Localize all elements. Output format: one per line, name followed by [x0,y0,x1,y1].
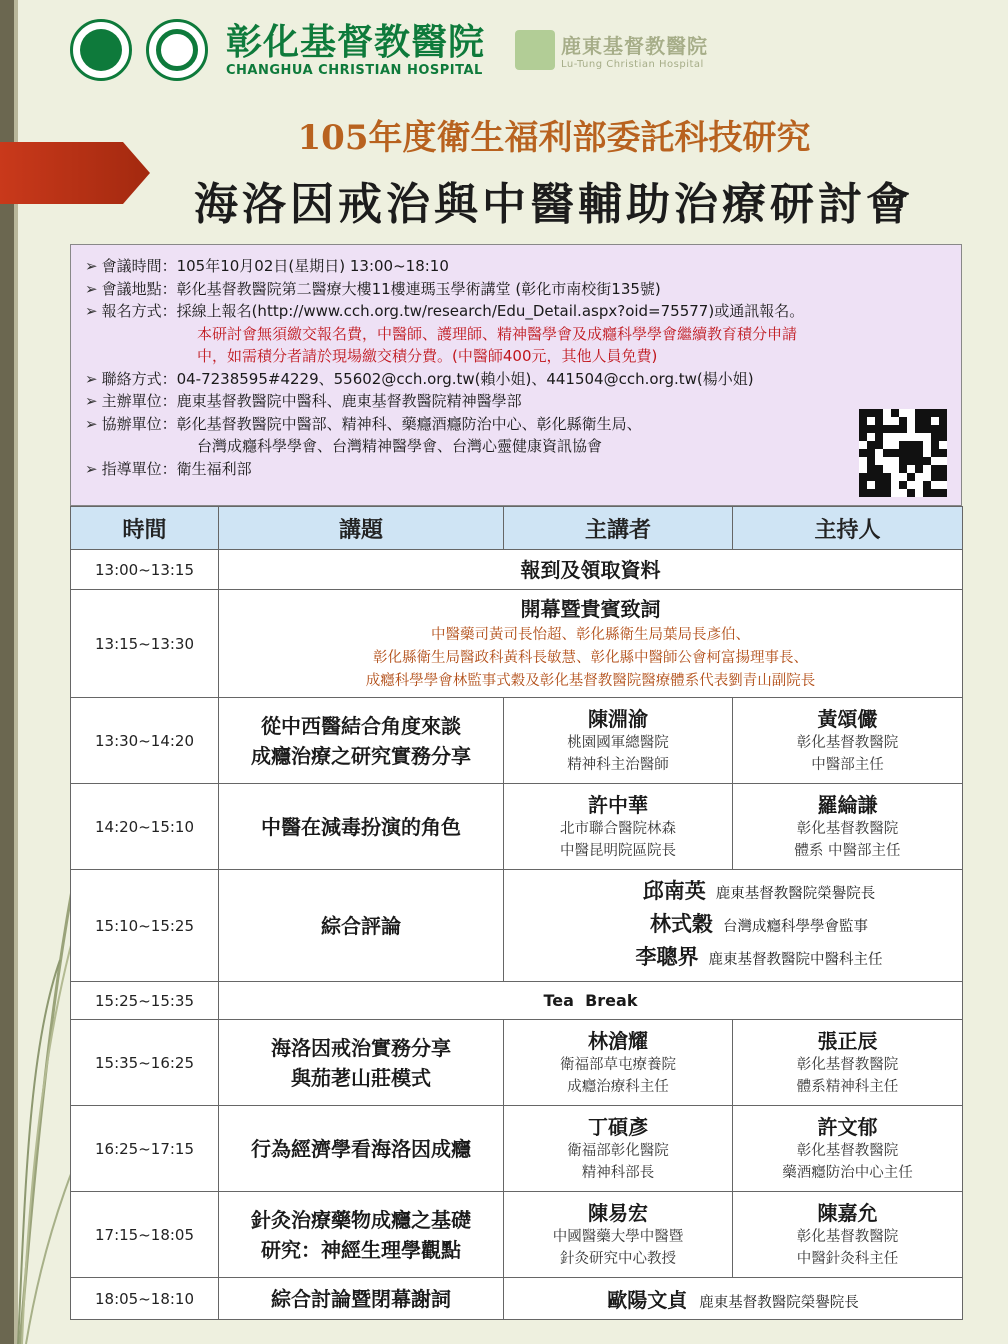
topic-cell [219,698,504,784]
speaker-affiliation: 衛福部彰化醫院 [567,1142,669,1159]
speaker-affiliation: 中國醫藥大學中醫暨 [552,1228,684,1245]
speaker-affiliation: 北市聯合醫院林森 [560,820,676,837]
speaker-title: 針灸研究中心教授 [560,1250,676,1267]
header-time: 時間 [71,507,219,550]
closing-speaker-name: 歐陽文貞 [607,1288,688,1312]
moderator-cell [733,784,963,870]
arrow-icon: ➢ [85,279,98,298]
qr-code-icon[interactable] [859,409,947,497]
arrow-icon: ➢ [85,302,98,320]
info-host: ➢ 主辦單位：鹿東基督教醫院中醫科、鹿東基督教醫院精神醫學部 [85,392,522,410]
header-speaker: 主講者 [504,507,733,550]
topic-cell [219,784,504,870]
topic-cell [219,1192,504,1278]
table-row [71,982,963,1020]
speaker-name: 丁碩彥 [588,1114,648,1139]
row-time: 13:30~14:20 [71,698,219,784]
panelist [556,876,962,909]
logo-row [70,18,708,82]
arrow-icon: ➢ [85,369,98,388]
panelist-name: 林式穀 [650,911,713,936]
info-co-host-cont: 台灣成癮科學學會、台灣精神醫學會、台灣心靈健康資訊協會 [197,437,603,455]
moderator-cell [733,1020,963,1106]
branch-name-en: Lu-Tung Christian Hospital [561,59,704,70]
topic-line: 成癮治療之研究實務分享 [251,743,471,768]
speaker-cell [504,698,733,784]
guest-line: 彰化縣衛生局醫政科黃科長敏慧、彰化縣中醫師公會柯富揚理事長、 [373,650,808,666]
arrow-icon: ➢ [85,414,98,433]
moderator-affiliation: 彰化基督教醫院 [796,1142,899,1159]
topic-cell [219,1020,504,1106]
topic-cell [219,1106,504,1192]
topic-line: 從中西醫結合角度來談 [261,713,461,738]
guest-line: 中醫藥司黃司長怡超、彰化縣衛生局葉局長彥伯、 [431,627,750,643]
panelist-name: 李聰界 [635,944,699,969]
moderator-affiliation: 彰化基督教醫院 [796,734,899,751]
cch-seal-icon [146,19,208,81]
speaker-name: 林滄耀 [588,1028,648,1053]
branch-logo [515,30,708,70]
table-row [71,1106,963,1192]
topic-line: 行為經濟學看海洛因成癮 [251,1136,471,1161]
subtitle: 105年度衛生福利部委託科技研究 [297,118,811,158]
closing-speaker-affiliation: 鹿東基督教醫院榮譽院長 [699,1295,859,1311]
table-row [71,870,963,982]
schedule-table [70,506,963,1320]
arrow-icon: ➢ [85,392,98,410]
discussion-panel [504,870,963,982]
closing-speaker-cell [504,1278,963,1320]
table-row [71,590,963,698]
moderator-cell [733,1192,963,1278]
panelist [556,942,962,975]
moderator-name: 陳嘉允 [817,1200,878,1225]
topic-line: 綜合討論暨閉幕謝詞 [271,1286,451,1311]
info-notice-2: 中，如需積分者請於現場繳交積分費。(中醫師400元，其他人員免費) [197,347,658,365]
header-moderator: 主持人 [733,507,963,550]
info-time: ➢ 會議時間：105年10月02日(星期日) 13:00~18:10 [85,257,449,275]
table-row [71,1192,963,1278]
row-time: 15:10~15:25 [71,870,219,982]
row-time: 15:25~15:35 [71,982,219,1020]
tea-break: Tea Break [219,982,963,1020]
topic-cell [219,1278,504,1320]
row-time: 16:25~17:15 [71,1106,219,1192]
moderator-title: 體系精神科主任 [796,1078,899,1095]
moderator-name: 羅綸謙 [817,792,878,817]
moderator-cell [733,698,963,784]
speaker-affiliation: 衛福部草屯療養院 [560,1056,676,1073]
panelist-affiliation: 台灣成癮科學學會監事 [723,919,868,935]
row-topic: 報到及領取資料 [219,550,963,590]
speaker-affiliation: 桃園國軍總醫院 [567,734,669,751]
header-topic: 講題 [219,507,504,550]
opening-cell [219,590,963,698]
speaker-name: 陳易宏 [588,1200,648,1225]
moderator-cell [733,1106,963,1192]
moderator-affiliation: 彰化基督教醫院 [796,1056,899,1073]
moderator-name: 許文郁 [817,1114,878,1139]
moderator-name: 張正辰 [817,1028,878,1053]
opening-title: 開幕暨貴賓致詞 [520,597,661,621]
panelist-name: 邱南英 [642,878,706,903]
hospital-name [226,23,485,78]
branch-name-zh: 鹿東基督教醫院 [561,34,709,58]
main-title: 海洛因戒治與中醫輔助治療研討會 [194,179,914,230]
row-time: 18:05~18:10 [71,1278,219,1320]
info-notice-1: 本研討會無須繳交報名費，中醫師、護理師、精神醫學會及成癮科學學會繼續教育積分申請 [197,324,798,343]
info-register: ➢ 報名方式：採線上報名(http://www.cch.org.tw/research/Edu_Detail.aspx?oid=75577)或通訊報名。 [85,302,805,320]
speaker-title: 成癮治療科主任 [567,1078,669,1095]
arrow-icon: ➢ [85,459,98,478]
panelist [556,909,962,942]
speaker-title: 中醫昆明院區院長 [560,842,676,859]
moderator-title: 中醫針灸科主任 [796,1250,899,1267]
topic-line: 研究：神經生理學觀點 [261,1237,461,1262]
table-row [71,784,963,870]
topic-line: 海洛因戒治實務分享 [271,1035,451,1060]
branch-logo-icon [515,30,555,70]
speaker-name: 許中華 [588,792,648,817]
moderator-name: 黃頌儼 [817,706,878,731]
panelist-affiliation: 鹿東基督教醫院榮譽院長 [715,886,876,902]
topic-line: 針灸治療藥物成癮之基礎 [251,1207,471,1232]
row-time: 17:15~18:05 [71,1192,219,1278]
info-box [70,244,962,506]
table-row [71,1020,963,1106]
speaker-title: 精神科部長 [581,1164,655,1181]
row-time: 15:35~16:25 [71,1020,219,1106]
topic-line: 中醫在減毒扮演的角色 [261,814,461,839]
row-time: 14:20~15:10 [71,784,219,870]
speaker-title: 精神科主治醫師 [567,756,669,773]
speaker-cell [504,1020,733,1106]
panelist-affiliation: 鹿東基督教醫院中醫科主任 [708,952,883,968]
speaker-name: 陳淵渝 [588,706,648,731]
topic-line: 與茄荖山莊模式 [291,1065,431,1090]
row-time: 13:15~13:30 [71,590,219,698]
topic-cell [219,870,504,982]
info-co-host: ➢ 協辦單位：彰化基督教醫院中醫部、精神科、藥癮酒癮防治中心、彰化縣衛生局、 [85,414,642,433]
moderator-title: 體系 中醫部主任 [794,842,901,859]
moderator-title: 中醫部主任 [811,756,884,773]
table-row [71,698,963,784]
moderator-title: 藥酒癮防治中心主任 [782,1164,913,1181]
speaker-cell [504,1192,733,1278]
info-place: ➢ 會議地點：彰化基督教醫院第二醫療大樓11樓連瑪玉學術講堂 (彰化市南校街135號) [85,279,661,298]
table-row [71,550,963,590]
speaker-cell [504,784,733,870]
moderator-affiliation: 彰化基督教醫院 [796,1228,899,1245]
arrow-icon: ➢ [85,257,98,275]
hospital-name-zh: 彰化基督教醫院 [226,21,486,63]
table-header-row [71,507,963,550]
guest-line: 成癮科學學會林監事式穀及彰化基督教醫院醫療體系代表劉青山副院長 [365,673,816,689]
table-row [71,1278,963,1320]
info-guide: ➢ 指導單位：衛生福利部 [85,459,252,478]
speaker-cell [504,1106,733,1192]
row-time: 13:00~13:15 [71,550,219,590]
info-contact: ➢ 聯絡方式：04-7238595#4229、55602@cch.org.tw(賴小姐)、441504@cch.org.tw(楊小姐) [85,369,754,388]
hospital-name-en: CHANGHUA CHRISTIAN HOSPITAL [226,62,483,78]
topic-line: 綜合評論 [321,913,401,938]
cch-emblem-icon [70,19,132,81]
moderator-affiliation: 彰化基督教醫院 [796,820,899,837]
